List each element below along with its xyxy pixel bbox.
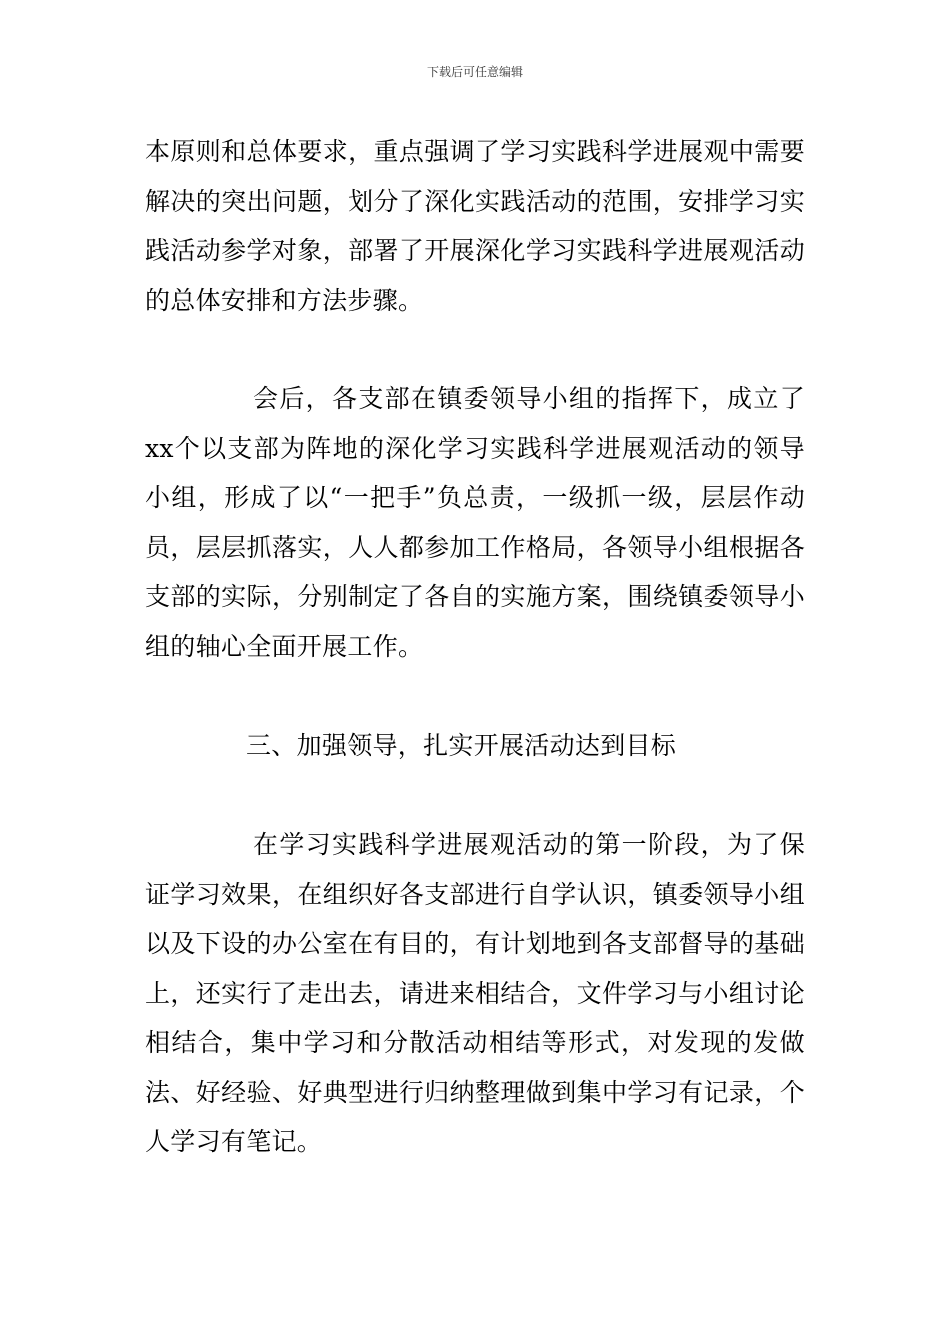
page-header: 下载后可任意编辑 <box>426 65 523 79</box>
paragraph-1: 本原则和总体要求，重点强调了学习实践科学进展观中需要解决的突出问题，划分了深化实践活动的范围，安排学习实践活动参学对象，部署了开展深化学习实践科学进展观活动的总体安排和方法步骤。 <box>145 137 805 315</box>
paragraph-2: 会后，各支部在镇委领导小组的指挥下，成立了xx个以支部为阵地的深化学习实践科学进展观活动的领导小组，形成了以“一把手”负总责，一级抓一级，层层作动员，层层抓落实，人人都参加工作格局，各领导小组根据各支部的实际，分别制定了各自的实施方案，围绕镇委领导小组的轴心全面开展工作。 <box>145 384 805 661</box>
paragraph-3: 在学习实践科学进展观活动的第一阶段，为了保证学习效果，在组织好各支部进行自学认识，镇委领导小组以及下设的办公室在有目的，有计划地到各支部督导的基础上，还实行了走出去，请进来相结合，文件学习与小组讨论相结合，集中学习和分散活动相结等形式，对发现的发做法、好经验、好典型进行归纳整理做到集中学习有记录，个人学习有笔记。 <box>145 830 805 1156</box>
section-heading: 三、加强领导，扎实开展活动达到目标 <box>246 731 677 760</box>
